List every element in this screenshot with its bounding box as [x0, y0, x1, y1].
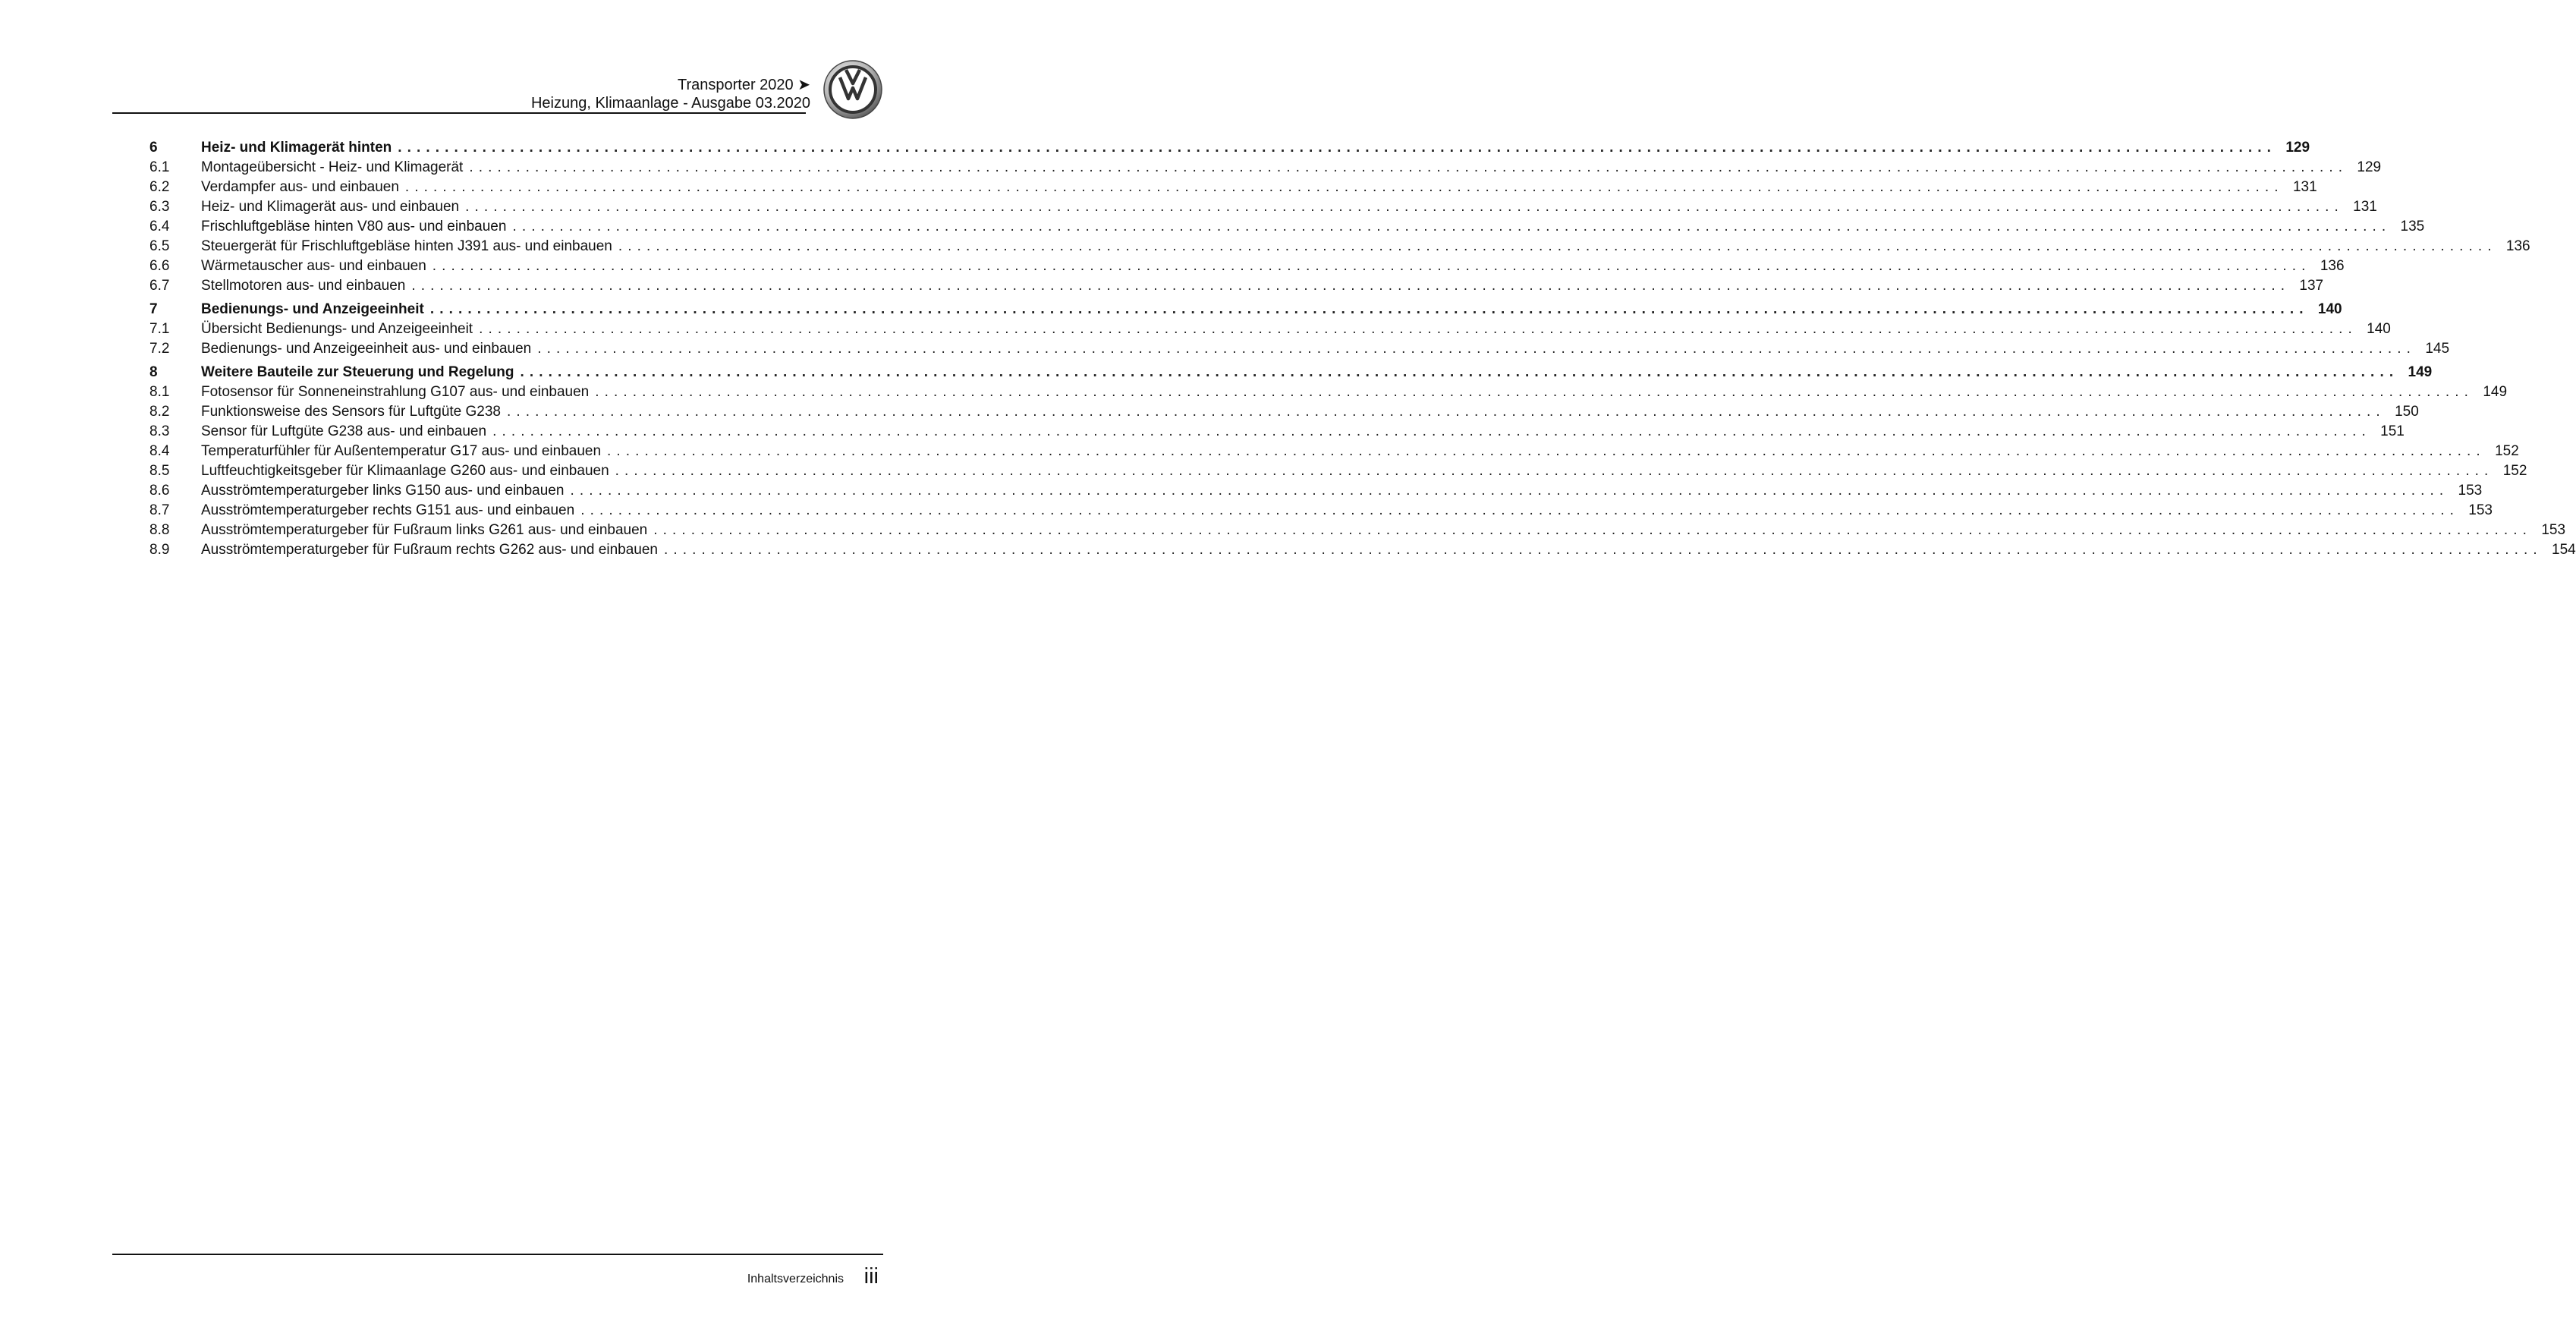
toc-title: Ausströmtemperaturgeber für Fußraum rechts G262 aus- und einbauen: [201, 542, 658, 558]
toc-row[interactable]: [149, 276, 2324, 296]
toc-leader: ........................................................................................................................................................................................................: [429, 301, 2309, 317]
toc-number: 6.6: [149, 258, 170, 274]
toc-title: Ausströmtemperaturgeber links G150 aus- und einbauen: [201, 483, 565, 499]
toc-title: Heiz- und Klimagerät hinten: [201, 140, 392, 156]
toc-page-number: 151: [2380, 423, 2405, 439]
toc-page-number: 131: [2353, 199, 2377, 215]
toc-title: Bedienungs- und Anzeigeeinheit aus- und einbauen: [201, 341, 532, 357]
toc-row[interactable]: [149, 402, 2419, 422]
toc-page-number: 137: [2299, 278, 2324, 294]
toc-number: 8.8: [149, 522, 170, 538]
footer-label: Inhaltsverzeichnis: [747, 1273, 844, 1285]
toc-row[interactable]: [149, 501, 2493, 521]
toc-number: 8.7: [149, 502, 170, 518]
toc-row[interactable]: [149, 422, 2405, 442]
toc-title: Weitere Bauteile zur Steuerung und Regelung: [201, 364, 514, 380]
toc-number: 8.2: [149, 404, 170, 420]
vw-logo-icon: [822, 59, 883, 120]
toc-page-number: 150: [2395, 404, 2419, 420]
toc-leader: ........................................................................................................................................................................................................: [595, 384, 2474, 400]
header-title-line2: Heizung, Klimaanlage - Ausgabe 03.2020: [530, 95, 810, 112]
toc-title: Ausströmtemperaturgeber rechts G151 aus- und einbauen: [201, 502, 575, 518]
toc-number: 6.5: [149, 238, 170, 254]
toc-row[interactable]: [149, 521, 2566, 540]
toc-title: Luftfeuchtigkeitsgeber für Klimaanlage G260 aus- und einbauen: [201, 463, 609, 479]
toc-page-number: 135: [2400, 219, 2425, 234]
toc-page-number: 149: [2408, 364, 2433, 380]
toc-number: 7.1: [149, 321, 170, 337]
toc-leader: ........................................................................................................................................................................................................: [570, 483, 2449, 499]
toc-number: 8.6: [149, 483, 170, 499]
toc-number: 6.4: [149, 219, 170, 234]
toc-title: Bedienungs- und Anzeigeeinheit: [201, 301, 424, 317]
toc-page-number: 131: [2292, 179, 2317, 195]
toc-leader: ........................................................................................................................................................................................................: [507, 404, 2386, 420]
toc-leader: ........................................................................................................................................................................................................: [411, 278, 2291, 294]
toc-chapter-row[interactable]: [149, 363, 2433, 382]
toc-title: Wärmetauscher aus- und einbauen: [201, 258, 426, 274]
toc-page-number: 136: [2320, 258, 2345, 274]
toc-leader: ........................................................................................................................................................................................................: [663, 542, 2543, 558]
toc-row[interactable]: [149, 481, 2483, 501]
toc-leader: ........................................................................................................................................................................................................: [615, 463, 2494, 479]
toc-row[interactable]: [149, 382, 2508, 402]
toc-title: Übersicht Bedienungs- und Anzeigeeinheit: [201, 321, 473, 337]
table-of-contents: [149, 138, 2576, 560]
toc-chapter-row[interactable]: [149, 138, 2310, 158]
toc-leader: ........................................................................................................................................................................................................: [520, 364, 2399, 380]
toc-leader: ........................................................................................................................................................................................................: [398, 140, 2277, 156]
toc-title: Verdampfer aus- und einbauen: [201, 179, 399, 195]
toc-row[interactable]: [149, 217, 2425, 237]
toc-page-number: 140: [2367, 321, 2391, 337]
header-divider: [112, 112, 806, 114]
toc-page-number: 149: [2483, 384, 2508, 400]
toc-leader: ........................................................................................................................................................................................................: [618, 238, 2497, 254]
toc-number: 7: [149, 301, 158, 317]
toc-title: Steuergerät für Frischluftgebläse hinten J391 aus- und einbauen: [201, 238, 612, 254]
toc-row[interactable]: [149, 319, 2391, 339]
toc-title: Funktionsweise des Sensors für Luftgüte G238: [201, 404, 502, 420]
toc-page-number: 154: [2552, 542, 2576, 558]
toc-number: 6.1: [149, 159, 170, 175]
toc-title: Ausströmtemperaturgeber für Fußraum links G261 aus- und einbauen: [201, 522, 648, 538]
toc-number: 6.3: [149, 199, 170, 215]
toc-number: 6.2: [149, 179, 170, 195]
toc-number: 8.3: [149, 423, 170, 439]
toc-page-number: 145: [2425, 341, 2450, 357]
toc-title: Frischluftgebläse hinten V80 aus- und einbauen: [201, 219, 507, 234]
footer-page-number: iii: [863, 1264, 879, 1289]
toc-number: 6: [149, 140, 158, 156]
toc-page-number: 140: [2317, 301, 2342, 317]
toc-leader: ........................................................................................................................................................................................................: [432, 258, 2311, 274]
toc-row[interactable]: [149, 461, 2527, 481]
toc-leader: ........................................................................................................................................................................................................: [653, 522, 2533, 538]
toc-row[interactable]: [149, 256, 2345, 276]
toc-row[interactable]: [149, 442, 2519, 461]
toc-leader: ........................................................................................................................................................................................................: [404, 179, 2284, 195]
toc-leader: ........................................................................................................................................................................................................: [607, 443, 2486, 459]
footer-divider: [112, 1254, 883, 1255]
toc-page-number: 153: [2468, 502, 2493, 518]
toc-row[interactable]: [149, 178, 2317, 197]
toc-number: 8.1: [149, 384, 170, 400]
toc-title: Temperaturfühler für Außentemperatur G17 aus- und einbauen: [201, 443, 602, 459]
toc-number: 8.5: [149, 463, 170, 479]
header-title-line1: Transporter 2020 ➤: [678, 77, 810, 93]
toc-title: Fotosensor für Sonneneinstrahlung G107 aus- und einbauen: [201, 384, 590, 400]
toc-number: 8: [149, 364, 158, 380]
toc-leader: ........................................................................................................................................................................................................: [469, 159, 2348, 175]
header-text: [531, 76, 810, 112]
toc-page-number: 153: [2541, 522, 2566, 538]
toc-page-number: 129: [2357, 159, 2382, 175]
toc-leader: ........................................................................................................................................................................................................: [479, 321, 2357, 337]
toc-number: 6.7: [149, 278, 170, 294]
toc-row[interactable]: [149, 158, 2382, 178]
toc-chapter-row[interactable]: [149, 300, 2342, 319]
toc-leader: ........................................................................................................................................................................................................: [537, 341, 2417, 357]
toc-leader: ........................................................................................................................................................................................................: [512, 219, 2392, 234]
toc-number: 8.9: [149, 542, 170, 558]
toc-row[interactable]: [149, 197, 2377, 217]
toc-page-number: 152: [2502, 463, 2527, 479]
page-header: [112, 71, 810, 114]
toc-number: 8.4: [149, 443, 170, 459]
toc-title: Sensor für Luftgüte G238 aus- und einbauen: [201, 423, 487, 439]
toc-row[interactable]: [149, 540, 2576, 560]
toc-row[interactable]: [149, 237, 2530, 256]
toc-row[interactable]: [149, 339, 2450, 359]
toc-page-number: 152: [2495, 443, 2519, 459]
toc-leader: ........................................................................................................................................................................................................: [492, 423, 2371, 439]
toc-title: Montageübersicht - Heiz- und Klimagerät: [201, 159, 464, 175]
toc-title: Stellmotoren aus- und einbauen: [201, 278, 406, 294]
toc-leader: ........................................................................................................................................................................................................: [580, 502, 2459, 518]
toc-page-number: 129: [2285, 140, 2310, 156]
toc-title: Heiz- und Klimagerät aus- und einbauen: [201, 199, 460, 215]
toc-number: 7.2: [149, 341, 170, 357]
toc-page-number: 153: [2458, 483, 2483, 499]
toc-page-number: 136: [2505, 238, 2530, 254]
toc-leader: ........................................................................................................................................................................................................: [465, 199, 2344, 215]
